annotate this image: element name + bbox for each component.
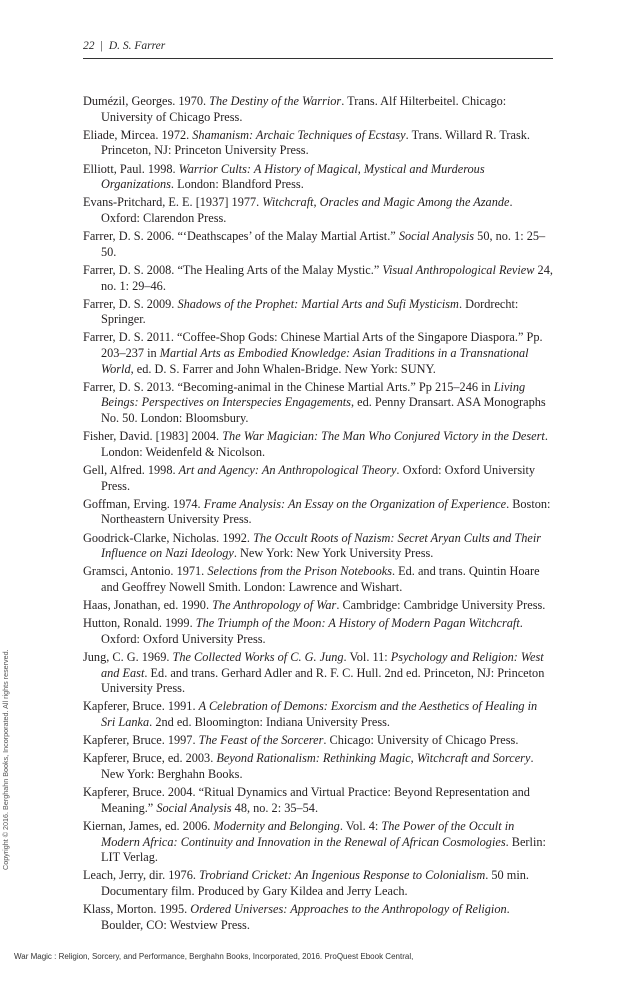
reference-text: . London: Blandford Press. [170, 177, 304, 192]
reference-title: The Collected Works of C. G. Jung [172, 650, 344, 665]
reference-text: Kiernan, James, ed. 2006. [83, 819, 214, 833]
reference-text: Farrer, D. S. 2006. “‘Deathscapes’ of the Malay Martial Artist.” [83, 229, 399, 244]
reference-text: . London: Weidenfeld & Nicolson. [101, 429, 548, 459]
reference-entry [83, 463, 553, 494]
reference-entry [83, 564, 553, 595]
reference-entry [83, 598, 553, 614]
reference-entry [83, 733, 553, 749]
reference-entry [83, 699, 553, 730]
reference-text: Fisher, David. [1983] 2004. [83, 429, 223, 444]
reference-entry [83, 94, 553, 125]
reference-text: Kapferer, Bruce. 2004. “Ritual Dynamics and Virtual Practice: Beyond Representation and Meaning.” [83, 785, 530, 815]
reference-title: Social Analysis [398, 229, 475, 244]
reference-text: . Vol. 11: [343, 650, 391, 665]
reference-text: . Oxford: Clarendon Press. [101, 195, 513, 225]
reference-title: Visual Anthropological Review [382, 262, 535, 277]
header-rule [83, 58, 553, 59]
reference-entry [83, 195, 553, 226]
reference-entry [83, 819, 553, 866]
reference-entry [83, 616, 553, 647]
reference-title: Trobriand Cricket: An Ingenious Response to Colonialism [199, 868, 486, 883]
reference-text: Farrer, D. S. 2008. “The Healing Arts of the Malay Mystic.” [83, 262, 383, 277]
header-separator: | [100, 40, 103, 52]
reference-text: . Dordrecht: Springer. [101, 296, 519, 327]
reference-entry [83, 380, 553, 427]
reference-entry [83, 497, 553, 528]
running-head-author: D. S. Farrer [108, 40, 166, 52]
reference-title: Social Analysis [156, 800, 232, 815]
reference-title: Living Beings: Perspectives on Interspecies Engagements [101, 379, 526, 410]
reference-text: 50, no. 1: 25–50. [101, 229, 546, 259]
reference-entry [83, 429, 553, 460]
reference-title: Witchcraft, Oracles and Magic Among the Azande [262, 195, 510, 210]
reference-text: . 2nd ed. Bloomington: Indiana University Press. [149, 715, 390, 730]
reference-text: . Trans. Willard R. Trask. Princeton, NJ: Princeton University Press. [101, 127, 530, 158]
reference-text: Leach, Jerry, dir. 1976. [83, 868, 199, 883]
reference-title: Ordered Universes: Approaches to the Anthropology of Religion [190, 902, 507, 917]
reference-text: . Ed. and trans. Gerhard Adler and R. F. C. Hull. 2nd ed. Princeton, NJ: Princeton University Press. [101, 665, 545, 696]
reference-text: Jung, C. G. 1969. [83, 650, 173, 665]
reference-text: . Trans. Alf Hilterbeitel. Chicago: University of Chicago Press. [101, 94, 507, 124]
reference-text: , ed. D. S. Farrer and John Whalen-Bridge. New York: SUNY. [130, 361, 436, 376]
reference-text: Goffman, Erving. 1974. [83, 496, 204, 511]
reference-text: Klass, Morton. 1995. [83, 902, 191, 917]
reference-title: Psychology and Religion: West and East [101, 650, 544, 680]
reference-text: . Cambridge: Cambridge University Press. [336, 598, 546, 613]
reference-entry [83, 902, 553, 933]
ebook-footer: War Magic : Religion, Sorcery, and Performance, Berghahn Books, Incorporated, 2016. ProQuest Ebook Central, [14, 952, 414, 961]
reference-title: The Power of the Occult in Modern Africa: Continuity and Innovation in the Renewal of African Cosmologies [101, 819, 515, 849]
reference-title: The War Magician: The Man Who Conjured Victory in the Desert [222, 429, 545, 444]
reference-text: . New York: Berghahn Books. [101, 751, 534, 782]
reference-title: Shamanism: Archaic Techniques of Ecstasy [192, 127, 406, 142]
reference-title: The Destiny of the Warrior [209, 94, 342, 108]
reference-title: Warrior Cults: A History of Magical, Mystical and Murderous Organizations [101, 161, 485, 192]
reference-text: Evans-Pritchard, E. E. [1937] 1977. [83, 195, 263, 210]
reference-list [83, 94, 553, 936]
reference-text: Hutton, Ronald. 1999. [83, 616, 196, 631]
reference-title: The Anthropology of War [212, 598, 337, 613]
reference-text: Dumézil, Georges. 1970. [83, 94, 210, 108]
reference-entry [83, 868, 553, 899]
reference-text: . Boulder, CO: Westview Press. [101, 902, 510, 932]
reference-text: Kapferer, Bruce, ed. 2003. [83, 751, 217, 766]
reference-title: The Triumph of the Moon: A History of Modern Pagan Witchcraft [195, 616, 520, 631]
reference-entry [83, 650, 553, 697]
reference-text: Gramsci, Antonio. 1971. [83, 564, 208, 579]
reference-text: . Oxford: Oxford University Press. [101, 616, 523, 646]
reference-entry [83, 128, 553, 159]
reference-text: . New York: New York University Press. [233, 546, 434, 561]
reference-title: A Celebration of Demons: Exorcism and the Aesthetics of Healing in Sri Lanka [101, 699, 538, 730]
reference-title: Martial Arts as Embodied Knowledge: Asian Traditions in a Transnational World [101, 346, 529, 376]
reference-entry [83, 785, 553, 816]
reference-text: Goodrick-Clarke, Nicholas. 1992. [83, 530, 254, 545]
reference-entry [83, 263, 553, 294]
reference-text: Elliott, Paul. 1998. [83, 161, 179, 176]
reference-text: . Boston: Northeastern University Press. [101, 496, 551, 527]
reference-text: . Berlin: LIT Verlag. [101, 834, 546, 865]
reference-title: Frame Analysis: An Essay on the Organization of Experience [203, 496, 507, 511]
reference-text: Farrer, D. S. 2013. “Becoming-animal in the Chinese Martial Arts.” Pp 215–246 in [83, 379, 494, 394]
reference-text: . Chicago: University of Chicago Press. [323, 733, 519, 748]
reference-title: The Occult Roots of Nazism: Secret Aryan Cults and Their Influence on Nazi Ideology [101, 530, 542, 561]
reference-entry [83, 531, 553, 562]
reference-text: . Vol. 4: [339, 819, 382, 833]
reference-entry [83, 229, 553, 260]
reference-text: Kapferer, Bruce. 1991. [83, 699, 199, 714]
reference-title: The Feast of the Sorcerer [198, 733, 324, 748]
reference-text: Kapferer, Bruce. 1997. [83, 733, 199, 748]
reference-text: Gell, Alfred. 1998. [83, 463, 179, 477]
page-number: 22 [83, 40, 95, 52]
reference-title: Selections from the Prison Notebooks [207, 564, 392, 579]
reference-text: . 50 min. Documentary film. Produced by Gary Kildea and Jerry Leach. [101, 868, 529, 898]
reference-text: Haas, Jonathan, ed. 1990. [83, 598, 213, 613]
reference-title: Beyond Rationalism: Rethinking Magic, Witchcraft and Sorcery [216, 751, 531, 766]
reference-text: Farrer, D. S. 2009. [83, 296, 178, 311]
reference-text: 24, no. 1: 29–46. [101, 262, 553, 293]
copyright-notice: Copyright © 2016. Berghahn Books, Incorporated. All rights reserved. [1, 649, 10, 870]
reference-title: Shadows of the Prophet: Martial Arts and Sufi Mysticism [177, 296, 459, 311]
reference-entry [83, 297, 553, 328]
reference-text: 48, no. 2: 35–54. [231, 800, 319, 815]
reference-text: . Ed. and trans. Quintin Hoare and Geoffrey Nowell Smith. London: Lawrence and Wishart. [101, 564, 540, 594]
reference-text: Farrer, D. S. 2011. “Coffee-Shop Gods: Chinese Martial Arts of the Singapore Diaspora.” Pp. 203–237 in [83, 330, 543, 361]
reference-entry [83, 751, 553, 782]
reference-entry [83, 162, 553, 193]
reference-text: . Oxford: Oxford University Press. [101, 463, 536, 493]
reference-title: Art and Agency: An Anthropological Theory [178, 463, 397, 477]
reference-text: Eliade, Mircea. 1972. [83, 127, 193, 142]
reference-entry [83, 330, 553, 377]
running-head [83, 40, 553, 52]
reference-title: Modernity and Belonging [213, 819, 340, 833]
reference-text: , ed. Penny Dransart. ASA Monographs No. 50. London: Bloomsbury. [101, 395, 546, 426]
